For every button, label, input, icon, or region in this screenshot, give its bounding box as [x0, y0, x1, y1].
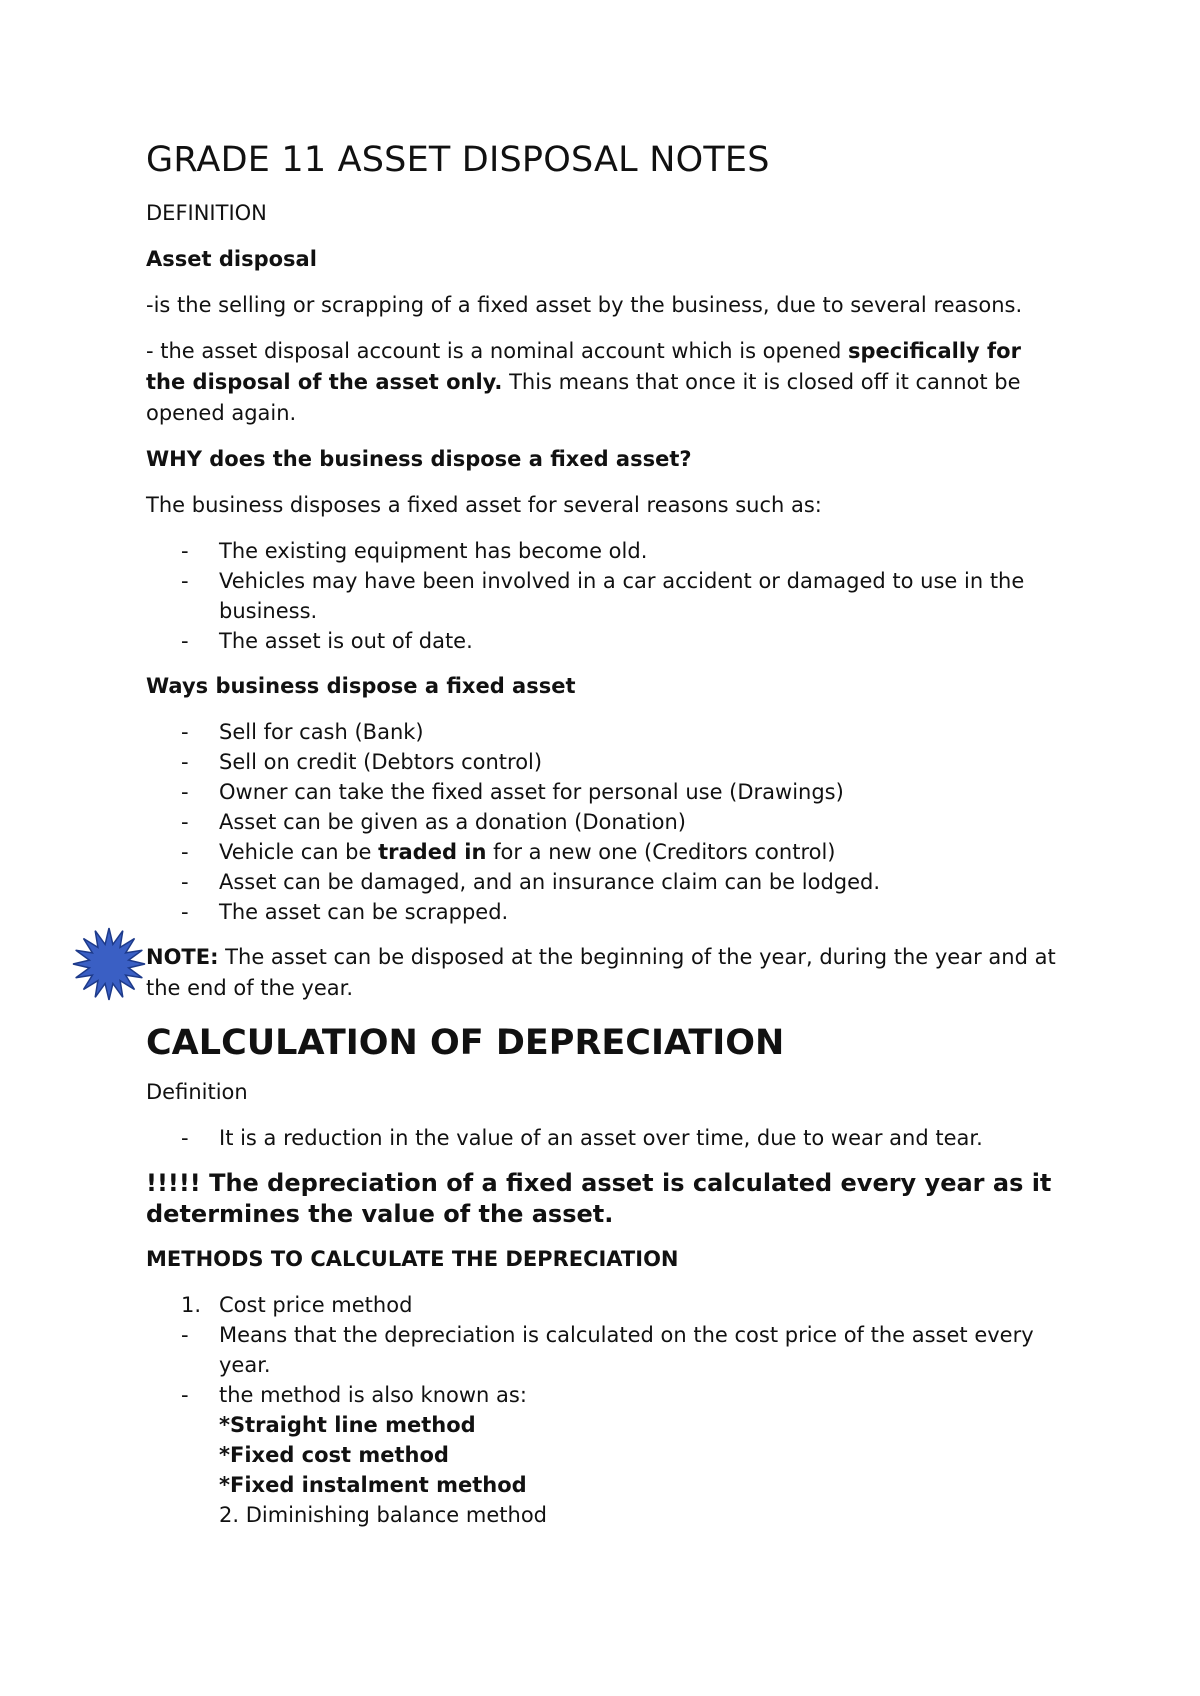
ways-item5-post: for a new one (Creditors control) — [486, 840, 836, 864]
definition-line-2-pre: - the asset disposal account is a nominal account which is opened — [146, 339, 849, 363]
definition-heading: DEFINITION — [146, 201, 267, 225]
list-item: - The asset can be scrapped. — [219, 897, 1066, 927]
note-text — [146, 942, 1066, 1004]
depreciation-emphasis: !!!!! The depreciation of a fixed asset is calculated every year as it determines the value of the asset. — [146, 1169, 1052, 1228]
ways-list — [146, 717, 1066, 927]
method-1-details — [146, 1320, 1066, 1410]
term-asset-disposal: Asset disposal — [146, 247, 317, 271]
page-title: GRADE 11 ASSET DISPOSAL NOTES — [146, 140, 770, 180]
definition-line-2-post: This means that once it is closed off it cannot be opened again. — [146, 370, 1021, 425]
list-item — [219, 837, 1066, 867]
list-item: - The asset is out of date. — [219, 626, 1066, 656]
star-burst-icon — [71, 926, 147, 1002]
list-item: - The existing equipment has become old. — [219, 536, 1066, 566]
list-item: - the method is also known as: — [219, 1380, 1066, 1410]
aka-straight-line: *Straight line method — [219, 1413, 476, 1437]
list-item: - Asset can be given as a donation (Donation) — [219, 807, 1066, 837]
list-item: - Sell for cash (Bank) — [219, 717, 1066, 747]
aka-fixed-cost: *Fixed cost method — [219, 1443, 449, 1467]
definition-line-1: -is the selling or scrapping of a fixed asset by the business, due to several reasons. — [146, 293, 1023, 317]
definition-line-2-bold: specifically for the disposal of the asset only. — [146, 339, 1021, 394]
list-item: - Asset can be damaged, and an insurance claim can be lodged. — [219, 867, 1066, 897]
definition-line-2 — [146, 336, 1066, 429]
list-item: - Means that the depreciation is calculated on the cost price of the asset every year. — [219, 1320, 1066, 1380]
ways-item5-pre: Vehicle can be — [219, 840, 379, 864]
calc-definition-label: Definition — [146, 1080, 248, 1104]
list-item: - Owner can take the fixed asset for personal use (Drawings) — [219, 777, 1066, 807]
star-burst-shape — [73, 928, 145, 1000]
list-item: - Sell on credit (Debtors control) — [219, 747, 1066, 777]
why-intro: The business disposes a fixed asset for several reasons such as: — [146, 493, 822, 517]
note-body: The asset can be disposed at the beginning of the year, during the year and at the end of the year. — [146, 945, 1056, 1000]
ways-heading: Ways business dispose a fixed asset — [146, 674, 576, 698]
why-heading: WHY does the business dispose a fixed asset? — [146, 447, 692, 471]
document-body — [146, 140, 1066, 1530]
methods-list — [146, 1290, 1066, 1320]
methods-heading: METHODS TO CALCULATE THE DEPRECIATION — [146, 1247, 679, 1271]
calc-definition-list — [146, 1123, 1066, 1153]
ways-item5-bold: traded in — [378, 840, 487, 864]
list-item: - Vehicles may have been involved in a car accident or damaged to use in the business. — [219, 566, 1066, 626]
calculation-heading: CALCULATION OF DEPRECIATION — [146, 1023, 785, 1063]
why-list — [146, 536, 1066, 656]
note-block — [146, 942, 1066, 1004]
list-item: - It is a reduction in the value of an asset over time, due to wear and tear. — [219, 1123, 1066, 1153]
note-label: NOTE: — [146, 945, 219, 969]
method-2: 2. Diminishing balance method — [219, 1503, 548, 1527]
method-1: 1. Cost price method — [219, 1290, 1066, 1320]
aka-fixed-instalment: *Fixed instalment method — [219, 1473, 527, 1497]
